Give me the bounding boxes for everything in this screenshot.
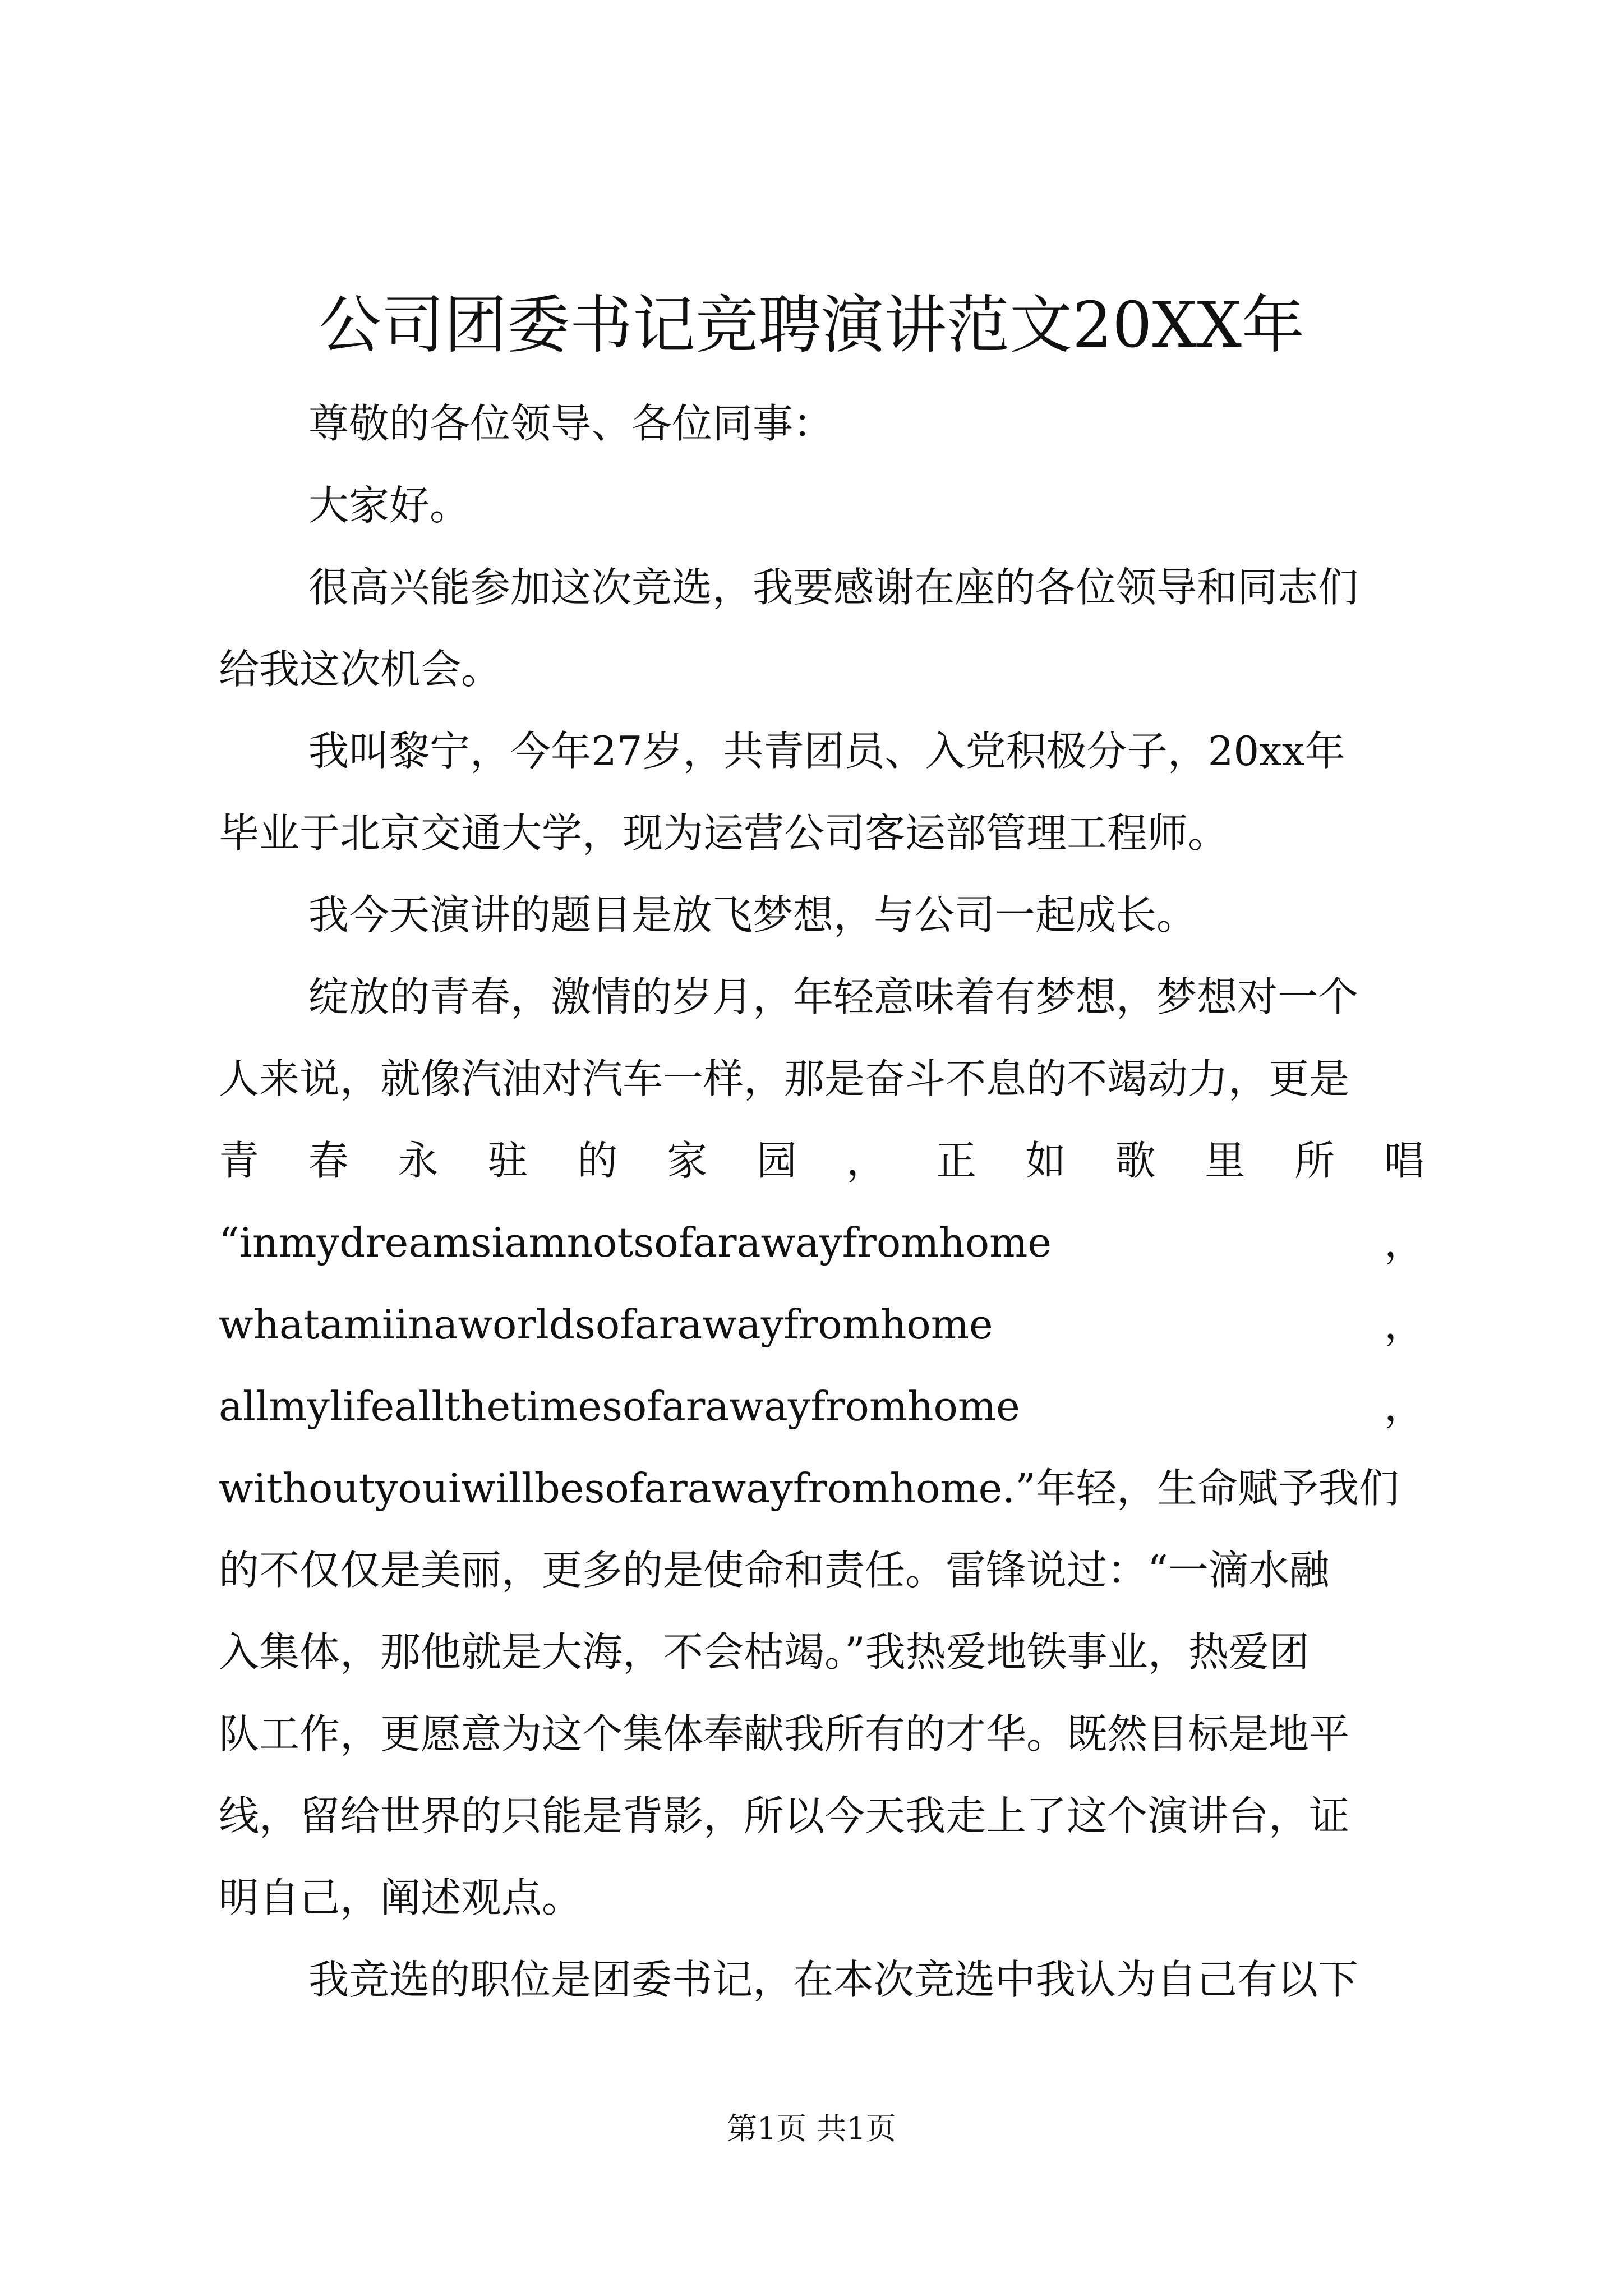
text-line-spread: [219, 1120, 1424, 1202]
paragraph-introduction: [219, 710, 1424, 874]
text-line: 我叫黎宁，今年27岁，共青团员、入党积极分子，20xx年: [308, 728, 1345, 775]
spread-char: ，: [846, 1137, 887, 1184]
spread-char: 唱: [1384, 1137, 1424, 1184]
text-line: 的不仅仅是美丽，更多的是使命和责任。雷锋说过：“一滴水融: [219, 1547, 1330, 1594]
spread-char: 所: [1294, 1137, 1335, 1184]
spread-char: 青: [219, 1137, 260, 1184]
spread-char: 园: [757, 1137, 797, 1184]
spread-char: 永: [398, 1137, 439, 1184]
paragraph-salutation: [219, 383, 1424, 464]
english-lyric: “inmydreamsiamnotsofarawayfromhome: [219, 1219, 1052, 1266]
paragraph-position: [219, 1939, 1424, 2021]
spread-char: 正: [935, 1137, 976, 1184]
paragraph-youth-dream: [219, 956, 1424, 1939]
english-lyric: allmylifeallthetimesofarawayfromhome: [219, 1383, 1020, 1430]
spread-char: 驻: [487, 1137, 528, 1184]
lyric-comma: ，: [1384, 1383, 1424, 1430]
document-body: [219, 383, 1424, 2021]
document-title: 公司团委书记竞聘演讲范文20XX年: [319, 289, 1304, 362]
text-line: 很高兴能参加这次竞选，我要感谢在座的各位领导和同志们: [308, 564, 1359, 611]
spread-char: 家: [667, 1137, 708, 1184]
text-line: 明自己，阐述观点。: [219, 1874, 583, 1921]
text-line: withoutyouiwillbesofarawayfromhome.”年轻，生命赋予我们: [219, 1465, 1399, 1512]
spread-char: 的: [577, 1137, 618, 1184]
spread-char: 春: [308, 1137, 349, 1184]
lyric-comma: ，: [1384, 1219, 1424, 1266]
paragraph-speech-topic: [219, 874, 1424, 956]
text-line: 我今天演讲的题目是放飞梦想，与公司一起成长。: [308, 891, 1197, 938]
page-footer: 第1页 共1页: [727, 2111, 896, 2146]
paragraph-thanks: [219, 546, 1424, 710]
text-line: 给我这次机会。: [219, 646, 502, 693]
text-line: 毕业于北京交通大学，现为运营公司客运部管理工程师。: [219, 809, 1229, 857]
spread-char: 歌: [1115, 1137, 1156, 1184]
text-line-english: [219, 1365, 1424, 1447]
text-line-english: [219, 1202, 1424, 1283]
english-lyric: whatamiinaworldsofarawayfromhome: [219, 1301, 993, 1348]
text-line: 我竞选的职位是团委书记，在本次竞选中我认为自己有以下: [308, 1956, 1359, 2003]
spread-char: 里: [1205, 1137, 1246, 1184]
lyric-comma: ，: [1384, 1301, 1424, 1348]
text-line: 绽放的青春，激情的岁月，年轻意味着有梦想，梦想对一个: [308, 973, 1359, 1020]
text-line: 入集体，那他就是大海，不会枯竭。”我热爱地铁事业，热爱团: [219, 1628, 1310, 1676]
text-line: 人来说，就像汽油对汽车一样，那是奋斗不息的不竭动力，更是: [219, 1055, 1350, 1102]
paragraph-greeting: [219, 464, 1424, 546]
text-line-english: [219, 1283, 1424, 1365]
text-line: 大家好。: [308, 482, 471, 529]
text-line: 尊敬的各位领导、各位同事：: [308, 400, 834, 447]
text-line: 线，留给世界的只能是背影，所以今天我走上了这个演讲台，证: [219, 1792, 1350, 1839]
text-line: 队工作，更愿意为这个集体奉献我所有的才华。既然目标是地平: [219, 1710, 1350, 1757]
spread-char: 如: [1025, 1137, 1066, 1184]
